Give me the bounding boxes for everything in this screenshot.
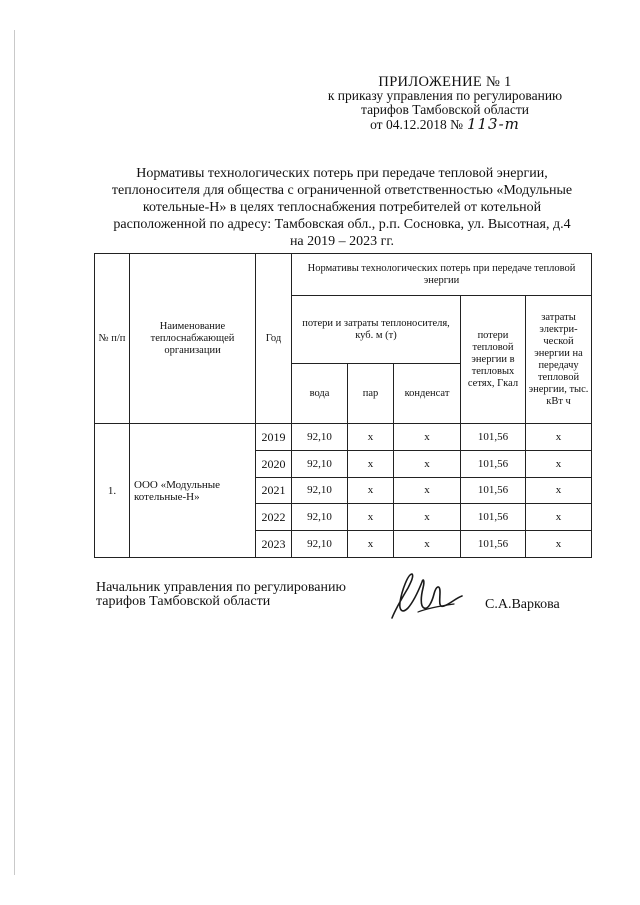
cell-water: 92,10 bbox=[292, 477, 348, 504]
cell-condensate: х bbox=[394, 531, 461, 558]
document-title bbox=[92, 165, 592, 250]
cell-water: 92,10 bbox=[292, 531, 348, 558]
appendix-date-line bbox=[300, 117, 590, 132]
title-line-1: Нормативы технологических потерь при передаче тепловой энергии, bbox=[136, 166, 548, 181]
title-line-2: теплоносителя для общества с ограниченной ответственностью «Модульные bbox=[111, 183, 573, 198]
cell-water: 92,10 bbox=[292, 450, 348, 477]
signatory-position-line-1: Начальник управления по регулированию bbox=[96, 580, 346, 595]
scan-edge-line bbox=[14, 30, 15, 875]
title-line-3: котельные-Н» в целях теплоснабжения потребителей от котельной bbox=[142, 200, 542, 215]
cell-electric: х bbox=[526, 504, 592, 531]
title-line-4: расположенной по адресу: Тамбовская обл., р.п. Сосновка, ул. Высотная, д.4 bbox=[113, 217, 571, 232]
cell-year: 2023 bbox=[256, 531, 292, 558]
cell-water: 92,10 bbox=[292, 424, 348, 451]
cell-year: 2019 bbox=[256, 424, 292, 451]
header-electric: затраты электри-ческой энергии на передачу тепловой энергии, тыс. кВт ч bbox=[526, 296, 592, 424]
header-condensate: конденсат bbox=[394, 364, 461, 424]
cell-water: 92,10 bbox=[292, 504, 348, 531]
cell-condensate: х bbox=[394, 424, 461, 451]
cell-heat: 101,56 bbox=[461, 504, 526, 531]
row-number: 1. bbox=[95, 424, 130, 558]
cell-electric: х bbox=[526, 424, 592, 451]
cell-year: 2020 bbox=[256, 450, 292, 477]
header-num: № п/п bbox=[95, 254, 130, 424]
header-organization: Наименование теплоснабжающей организации bbox=[130, 254, 256, 424]
cell-steam: х bbox=[348, 424, 394, 451]
appendix-header bbox=[300, 75, 590, 132]
title-line-5: на 2019 – 2023 гг. bbox=[289, 234, 395, 249]
cell-electric: х bbox=[526, 531, 592, 558]
table-row bbox=[95, 424, 592, 451]
cell-condensate: х bbox=[394, 504, 461, 531]
appendix-line-2: тарифов Тамбовской области bbox=[361, 102, 529, 117]
order-number: 113-т bbox=[466, 115, 520, 133]
cell-condensate: х bbox=[394, 477, 461, 504]
header-norms: Нормативы технологических потерь при передаче тепловой энергии bbox=[292, 254, 592, 296]
cell-heat: 101,56 bbox=[461, 450, 526, 477]
header-water: вода bbox=[292, 364, 348, 424]
header-year: Год bbox=[256, 254, 292, 424]
header-heat-loss: потери тепловой энергии в тепловых сетях, Гкал bbox=[461, 296, 526, 424]
cell-heat: 101,56 bbox=[461, 531, 526, 558]
signatory-position-line-2: тарифов Тамбовской области bbox=[96, 594, 271, 609]
signatory-position bbox=[96, 581, 346, 609]
cell-electric: х bbox=[526, 477, 592, 504]
order-date: от 04.12.2018 № bbox=[370, 117, 463, 132]
norms-table bbox=[94, 253, 592, 558]
appendix-heading: ПРИЛОЖЕНИЕ № 1 bbox=[378, 74, 512, 90]
cell-steam: х bbox=[348, 450, 394, 477]
header-carrier-losses: потери и затраты теплоносителя, куб. м (т) bbox=[292, 296, 461, 364]
cell-condensate: х bbox=[394, 450, 461, 477]
cell-steam: х bbox=[348, 477, 394, 504]
cell-steam: х bbox=[348, 531, 394, 558]
cell-year: 2022 bbox=[256, 504, 292, 531]
signatory-name: С.А.Варкова bbox=[485, 597, 560, 612]
appendix-line-1: к приказу управления по регулированию bbox=[327, 88, 563, 103]
handwritten-signature-icon bbox=[388, 568, 468, 624]
header-steam: пар bbox=[348, 364, 394, 424]
cell-steam: х bbox=[348, 504, 394, 531]
organization-name: ООО «Модульные котельные-Н» bbox=[130, 424, 256, 558]
cell-electric: х bbox=[526, 450, 592, 477]
cell-heat: 101,56 bbox=[461, 477, 526, 504]
cell-heat: 101,56 bbox=[461, 424, 526, 451]
cell-year: 2021 bbox=[256, 477, 292, 504]
